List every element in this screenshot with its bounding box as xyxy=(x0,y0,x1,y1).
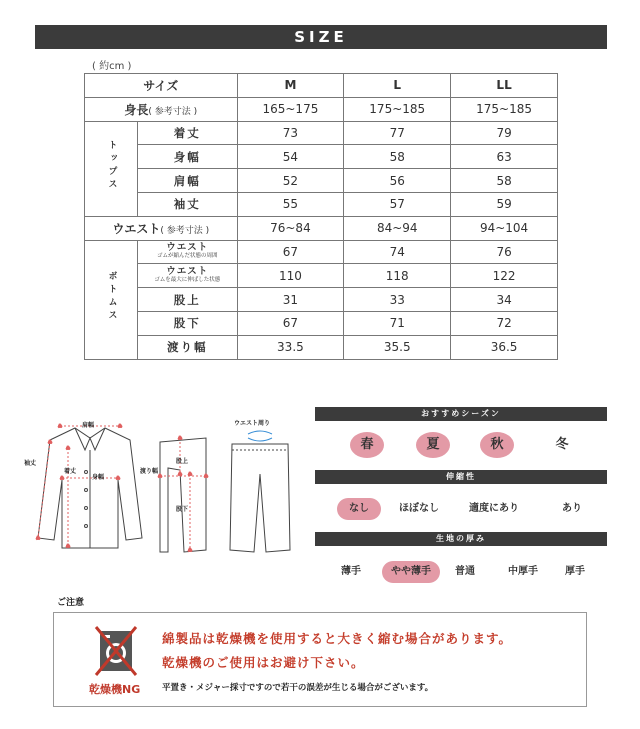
thickness-thin: 薄手 xyxy=(341,566,361,577)
row-label: ウエスト ゴムを最大に伸ばした状態 xyxy=(138,264,238,288)
table-row xyxy=(85,121,558,145)
table-row xyxy=(85,288,558,312)
table-cell: 77 xyxy=(344,121,451,145)
table-cell: 74 xyxy=(344,240,451,264)
col-header: LL xyxy=(451,74,558,98)
table-cell: 94~104 xyxy=(451,216,558,240)
table-row xyxy=(85,335,558,359)
row-label: 袖丈 xyxy=(138,192,238,216)
table-cell: 72 xyxy=(451,311,558,335)
table-cell: 67 xyxy=(237,240,344,264)
inseam-label: 股下 xyxy=(176,506,189,513)
row-label: ウエスト ゴムが縮んだ状態の周囲 xyxy=(138,240,238,264)
garment-drawings xyxy=(20,410,310,570)
table-cell: 84~94 xyxy=(344,216,451,240)
thigh-label: 渡り幅 xyxy=(140,468,159,475)
season-autumn: 秋 xyxy=(480,432,514,458)
table-cell: 31 xyxy=(237,288,344,312)
stretch-almost-none: ほぼなし xyxy=(399,503,439,514)
stretch-yes: あり xyxy=(562,503,582,514)
row-label: 身幅 xyxy=(138,145,238,169)
thickness-title: 生地の厚み xyxy=(315,532,607,546)
height-label: 身長( 参考寸法 ) xyxy=(85,97,238,121)
waist-label: ウエスト( 参考寸法 ) xyxy=(85,216,238,240)
bottoms-label: ボトムス xyxy=(85,240,138,359)
table-cell: 63 xyxy=(451,145,558,169)
table-row xyxy=(85,311,558,335)
table-row xyxy=(85,240,558,264)
size-table xyxy=(84,73,558,360)
size-banner: SIZE xyxy=(35,25,607,49)
table-cell: 55 xyxy=(237,192,344,216)
table-cell: 71 xyxy=(344,311,451,335)
table-cell: 165~175 xyxy=(237,97,344,121)
table-row xyxy=(85,192,558,216)
measurement-illustration xyxy=(20,410,310,570)
table-cell: 35.5 xyxy=(344,335,451,359)
notice-line-2: 乾燥機のご使用はお避け下さい。 xyxy=(162,655,365,670)
size-header: サイズ xyxy=(85,74,238,98)
table-row xyxy=(85,169,558,193)
table-cell: 118 xyxy=(344,264,451,288)
table-cell: 122 xyxy=(451,264,558,288)
table-row xyxy=(85,216,558,240)
season-winter: 冬 xyxy=(555,437,569,452)
no-dryer-icon xyxy=(94,625,138,677)
rise-label: 股上 xyxy=(176,458,189,465)
table-row xyxy=(85,145,558,169)
shoulder-label: 肩幅 xyxy=(82,422,95,429)
table-cell: 33 xyxy=(344,288,451,312)
table-cell: 59 xyxy=(451,192,558,216)
table-cell: 52 xyxy=(237,169,344,193)
table-cell: 73 xyxy=(237,121,344,145)
table-cell: 56 xyxy=(344,169,451,193)
row-label: 股下 xyxy=(138,311,238,335)
row-label: 渡り幅 xyxy=(138,335,238,359)
thickness-medium-thick: 中厚手 xyxy=(508,566,538,577)
sleeve-label: 袖丈 xyxy=(24,460,37,467)
table-cell: 175~185 xyxy=(344,97,451,121)
width-label: 身幅 xyxy=(92,474,105,481)
table-cell: 57 xyxy=(344,192,451,216)
table-cell: 36.5 xyxy=(451,335,558,359)
table-cell: 76 xyxy=(451,240,558,264)
stretch-title: 伸縮性 xyxy=(315,470,607,484)
stretch-none: なし xyxy=(337,498,381,520)
table-cell: 175~185 xyxy=(451,97,558,121)
notice-line-3: 平置き・メジャー採寸ですので若干の誤差が生じる場合がございます。 xyxy=(162,683,434,693)
tops-label: トップス xyxy=(85,121,138,216)
row-label: 肩幅 xyxy=(138,169,238,193)
thickness-thick: 厚手 xyxy=(565,566,585,577)
waist-circ-label: ウエスト周り xyxy=(234,420,271,427)
table-cell: 54 xyxy=(237,145,344,169)
thickness-slightly-thin: やや薄手 xyxy=(382,561,440,583)
notice-line-1: 綿製品は乾燥機を使用すると大きく縮む場合があります。 xyxy=(162,631,513,646)
row-label: 股上 xyxy=(138,288,238,312)
table-cell: 76~84 xyxy=(237,216,344,240)
thickness-normal: 普通 xyxy=(455,566,475,577)
stretch-moderate: 適度にあり xyxy=(469,503,519,514)
season-summer: 夏 xyxy=(416,432,450,458)
table-cell: 110 xyxy=(237,264,344,288)
table-cell: 67 xyxy=(237,311,344,335)
season-title: おすすめシーズン xyxy=(315,407,607,421)
table-row xyxy=(85,264,558,288)
table-cell: 33.5 xyxy=(237,335,344,359)
unit-label: ( 約cm ) xyxy=(92,61,132,72)
col-header: L xyxy=(344,74,451,98)
table-row xyxy=(85,97,558,121)
table-header-row xyxy=(85,74,558,98)
col-header: M xyxy=(237,74,344,98)
table-cell: 34 xyxy=(451,288,558,312)
notice-box xyxy=(53,612,587,707)
table-cell: 58 xyxy=(451,169,558,193)
length-label: 着丈 xyxy=(64,468,77,475)
season-spring: 春 xyxy=(350,432,384,458)
table-cell: 58 xyxy=(344,145,451,169)
row-label: 着丈 xyxy=(138,121,238,145)
dryer-ng-label: 乾燥機NG xyxy=(89,683,141,696)
table-cell: 79 xyxy=(451,121,558,145)
notice-title: ご注意 xyxy=(57,598,85,608)
